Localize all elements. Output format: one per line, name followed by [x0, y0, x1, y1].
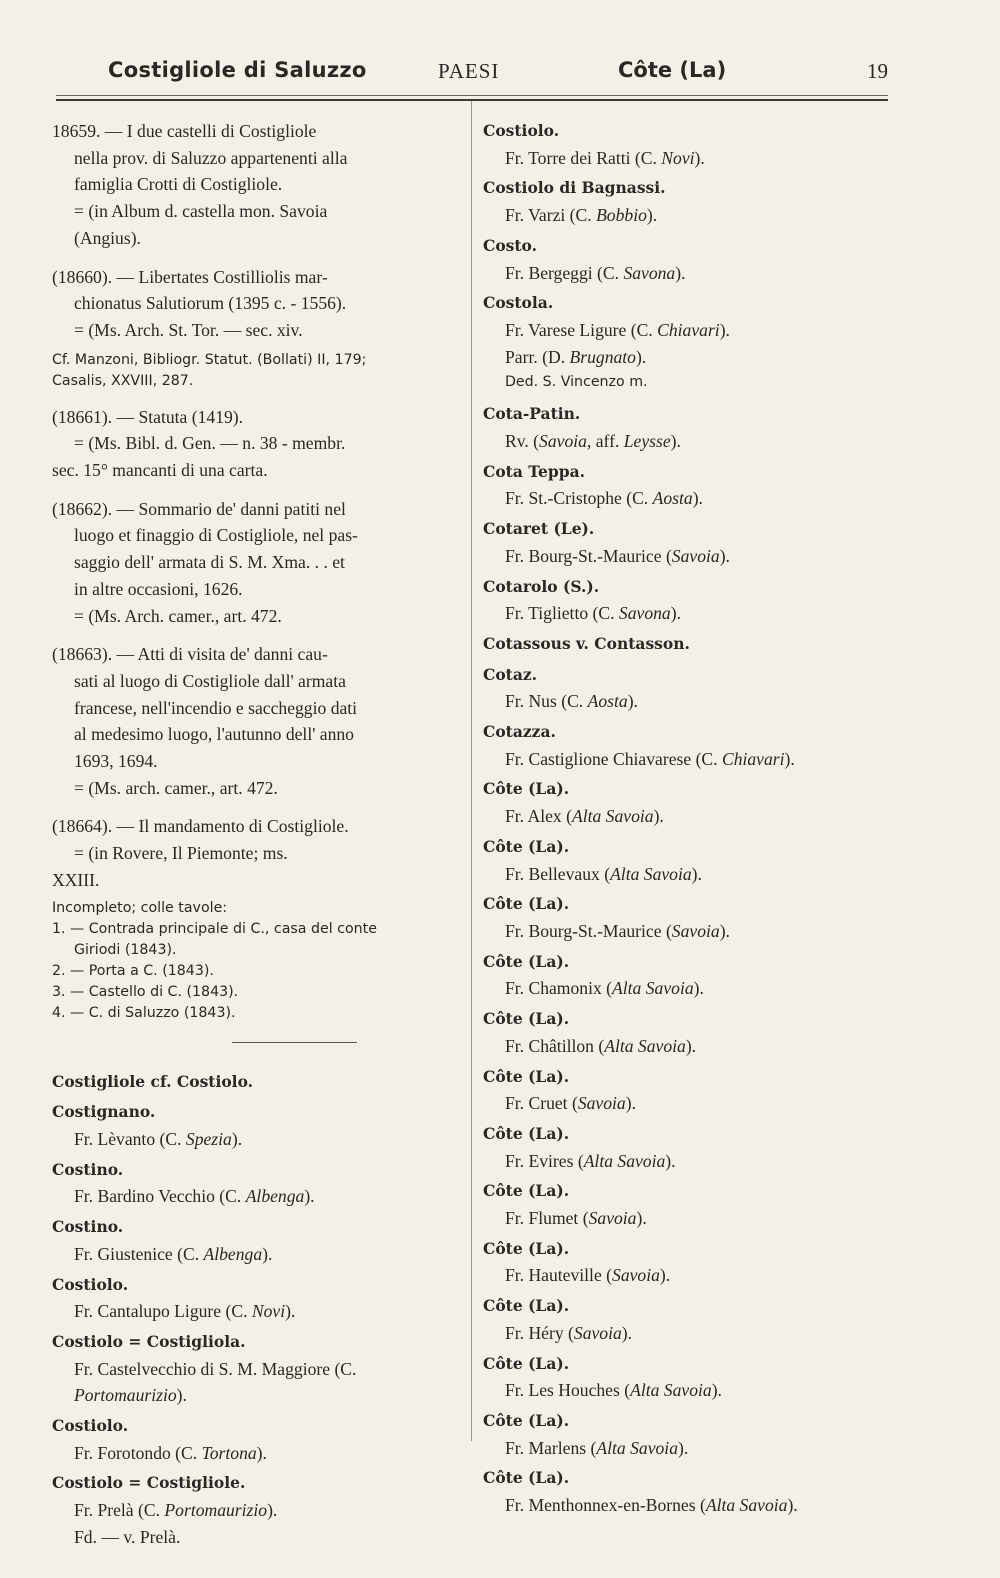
entry-line: (18660). — Libertates Costilliolis mar- [52, 266, 328, 287]
entry-line: = (in Rovere, Il Piemonte; ms. [74, 843, 288, 864]
place-detail [483, 1435, 893, 1462]
place-heading: Costiolo. [52, 1274, 129, 1294]
place-region: Leysse [623, 431, 671, 452]
place-detail [483, 145, 893, 172]
place-detail [483, 1262, 893, 1289]
place-text: ). [685, 1035, 697, 1056]
place-entry [52, 1272, 460, 1325]
place-region: Aosta [652, 488, 693, 509]
running-header [108, 58, 888, 94]
header-left-title: Costigliole di Saluzzo [108, 58, 367, 82]
place-region: Bobbio [596, 205, 647, 226]
header-rule-thin [56, 95, 888, 96]
place-entry [483, 776, 893, 829]
entry-line: famiglia Crotti di Costigliole. [74, 174, 283, 195]
place-heading: Côte (La). [483, 1009, 570, 1029]
place-text: Fr. Tiglietto (C. [505, 603, 619, 624]
entry-line: = (Ms. Arch. St. Tor. — sec. xiv. [74, 319, 303, 340]
place-entry [52, 1329, 460, 1409]
place-detail [483, 1320, 893, 1347]
place-heading: Costiolo. [483, 121, 560, 140]
place-text: ). [719, 319, 730, 340]
place-text: ). [692, 488, 703, 509]
place-text: Fr. Châtillon ( [505, 1035, 605, 1056]
entry-line: 1693, 1694. [74, 751, 158, 772]
place-heading: Côte (La). [483, 1238, 570, 1258]
place-entry [483, 118, 893, 171]
place-text: ). [659, 1265, 671, 1286]
place-detail: Fd. — v. Prelà. [74, 1526, 181, 1547]
place-text: ). [784, 748, 795, 769]
place-entry [52, 1099, 460, 1152]
place-text: Fr. Varese Ligure (C. [505, 319, 658, 340]
place-entry [483, 1006, 893, 1059]
entry-line: (18663). — Atti di visita de' danni cau- [52, 644, 328, 665]
place-detail [52, 1382, 460, 1409]
place-entry [483, 1236, 893, 1289]
place-region: Novi [661, 147, 695, 168]
place-text: ). [675, 262, 686, 283]
place-text: Fr. Cruet ( [505, 1093, 578, 1114]
place-entry [52, 1157, 460, 1210]
page-number: 19 [867, 59, 888, 83]
place-region: Alta Savoia [583, 1150, 666, 1171]
place-text: ). [691, 863, 702, 884]
place-entry [483, 949, 893, 1002]
place-text: Fr. Castiglione Chiavarese (C. [505, 748, 722, 769]
place-detail [52, 1356, 460, 1383]
place-text: ). [636, 1208, 647, 1229]
place-detail [483, 746, 893, 773]
header-section: PAESI [438, 59, 500, 83]
place-heading: Côte (La). [483, 1468, 570, 1488]
section-separator [232, 1042, 357, 1043]
place-region: Savoia [573, 1322, 622, 1343]
place-region: Albenga [245, 1186, 305, 1207]
place-entry [483, 1351, 893, 1404]
entry-line: 18659. — I due castelli di Costigliole [52, 121, 317, 141]
place-text: Fr. Flumet ( [505, 1208, 589, 1229]
place-entry [483, 290, 893, 393]
entry-line: = (Ms. arch. camer., art. 472. [74, 777, 278, 798]
place-text: Fr. Menthonnex-en-Bornes ( [505, 1495, 706, 1516]
place-detail [483, 1205, 893, 1232]
place-heading: Cota-Patin. [483, 404, 581, 424]
place-region: Portomaurizio [164, 1500, 268, 1521]
place-region: Alta Savoia [630, 1380, 712, 1401]
place-detail [483, 543, 893, 570]
place-text: ). [665, 1150, 676, 1171]
place-heading: Costigliole cf. Costiolo. [52, 1071, 254, 1091]
place-entry [483, 662, 893, 715]
place-text: Fr. Cantalupo Ligure (C. [74, 1301, 252, 1322]
place-region: Savoia [577, 1093, 626, 1114]
place-region: Spezia [185, 1128, 232, 1149]
place-entry [483, 1408, 893, 1461]
place-text: Rv. ( [505, 431, 540, 452]
place-heading: Costiolo = Costigliole. [52, 1473, 246, 1493]
place-text: ). [653, 806, 664, 827]
place-detail [483, 1377, 893, 1404]
place-heading: Côte (La). [483, 1296, 570, 1316]
entry-line: (Angius). [74, 227, 141, 248]
place-detail [52, 1241, 460, 1268]
place-region: Savoia, [539, 431, 592, 452]
place-region: Aosta [587, 691, 628, 712]
place-text: ). [711, 1380, 722, 1401]
entry-note: 4. — C. di Saluzzo (1843). [52, 1004, 236, 1021]
place-heading: Côte (La). [483, 1410, 570, 1430]
place-region: Portomaurizio [74, 1385, 177, 1406]
place-entry [483, 175, 893, 228]
entry-line: (18661). — Statuta (1419). [52, 406, 244, 427]
entry-line: = (Ms. Bibl. d. Gen. — n. 38 - membr. [74, 433, 346, 454]
place-region: Alta Savoia [596, 1437, 678, 1458]
entry-18663 [52, 641, 460, 801]
place-entry [483, 1064, 893, 1117]
place-text: Fr. Hauteville ( [505, 1265, 613, 1286]
place-detail [483, 344, 893, 371]
place-region: Savoia [671, 920, 720, 941]
entry-line: francese, nell'incendio e saccheggio dati [74, 697, 358, 718]
place-entry [52, 1413, 460, 1466]
place-detail [483, 1148, 893, 1175]
place-text: ). [670, 603, 681, 624]
place-entry [52, 1470, 460, 1550]
place-heading: Cotazza. [483, 722, 556, 742]
place-region: Alta Savoia [604, 1035, 686, 1056]
place-region: Albenga [203, 1243, 263, 1264]
place-heading: Cotarolo (S.). [483, 576, 600, 596]
place-detail [483, 428, 893, 455]
place-text: Fr. Lèvanto (C. [74, 1128, 186, 1149]
place-detail [483, 1033, 893, 1060]
place-region: Chiavari [657, 319, 720, 340]
entry-note: Casalis, XXVIII, 287. [52, 372, 194, 389]
header-right-title: Côte (La) [618, 58, 727, 82]
place-region: Savoia [671, 545, 720, 566]
place-text: Fr. Bardino Vecchio (C. [74, 1186, 246, 1207]
place-detail [483, 317, 893, 344]
place-detail [483, 1090, 893, 1117]
place-heading: Costola. [483, 293, 554, 313]
entry-line: al medesimo luogo, l'autunno dell' anno [74, 724, 354, 745]
entry-line: nella prov. di Saluzzo appartenenti alla [74, 147, 348, 168]
entry-line: saggio dell' armata di S. M. Xma. . . et [74, 552, 345, 573]
place-region: Brugnato [569, 346, 636, 367]
place-heading: Cotaret (Le). [483, 519, 595, 539]
column-divider [471, 101, 472, 1441]
place-text: ). [621, 1322, 633, 1343]
place-text: Fr. Nus (C. [505, 691, 588, 712]
place-heading: Côte (La). [483, 836, 570, 856]
place-entry [483, 1121, 893, 1174]
entry-line: (18662). — Sommario de' danni patiti nel [52, 498, 346, 519]
entry-note: Incompleto; colle tavole: [52, 899, 228, 916]
place-heading: Cotaz. [483, 664, 538, 684]
entry-line: (18664). — Il mandamento di Costigliole. [52, 816, 349, 837]
place-text: Fr. Marlens ( [505, 1437, 597, 1458]
place-text: Fr. Bourg-St.-Maurice ( [505, 545, 672, 566]
place-text: Fr. Bellevaux ( [505, 863, 611, 884]
place-detail [52, 1298, 460, 1325]
place-text: Fr. Alex ( [505, 806, 572, 827]
place-region: Savoia [612, 1265, 660, 1286]
place-entry [483, 719, 893, 772]
place-text: ). [693, 978, 704, 999]
place-entry [483, 459, 893, 512]
place-heading: Côte (La). [483, 1181, 570, 1201]
entry-note: Giriodi (1843). [74, 941, 177, 958]
place-text: Parr. (D. [505, 346, 570, 367]
place-entry [52, 1214, 460, 1267]
header-rule-thick [56, 99, 888, 101]
place-region: Alta Savoia [612, 978, 694, 999]
place-text: Fr. Les Houches ( [505, 1380, 631, 1401]
place-text: Fr. Varzi (C. [505, 205, 597, 226]
place-detail [483, 260, 893, 287]
entry-line: chionatus Salutiorum (1395 c. - 1556). [74, 293, 347, 314]
place-heading: Côte (La). [483, 779, 570, 799]
place-entry [483, 1465, 893, 1518]
place-detail [483, 485, 893, 512]
place-entry [52, 1069, 460, 1096]
entry-18659 [52, 118, 460, 252]
place-entry [483, 401, 893, 454]
place-text: Fr. Castelvecchio di S. M. Maggiore (C. [74, 1358, 357, 1379]
place-text: ). [719, 545, 730, 566]
place-heading: Costiolo. [52, 1416, 129, 1436]
place-region: Chiavari [721, 748, 785, 769]
place-text: Fr. Prelà (C. [74, 1500, 165, 1521]
place-heading: Côte (La). [483, 894, 570, 914]
place-text: Fr. Giustenice (C. [74, 1243, 204, 1264]
place-text: ). [625, 1093, 636, 1114]
left-column [52, 118, 460, 1555]
place-text: ). [678, 1437, 689, 1458]
place-text: Fr. Héry ( [505, 1322, 574, 1343]
entry-18664 [52, 813, 460, 1023]
place-entry [483, 891, 893, 944]
place-text: ). [262, 1243, 273, 1264]
place-entry [483, 516, 893, 569]
place-text: Fr. Chamonix ( [505, 978, 613, 999]
place-text: ). [176, 1385, 187, 1406]
place-heading: Costino. [52, 1159, 124, 1179]
place-heading: Côte (La). [483, 1123, 570, 1143]
place-entry [483, 1293, 893, 1346]
place-detail [52, 1440, 460, 1467]
place-heading: Costiolo di Bagnassi. [483, 178, 666, 198]
place-text: Fr. Forotondo (C. [74, 1442, 202, 1463]
place-text: ). [285, 1301, 296, 1322]
place-text: ). [256, 1442, 267, 1463]
place-heading: Costignano. [52, 1102, 156, 1122]
place-heading: Costino. [52, 1217, 124, 1237]
place-detail [483, 1492, 893, 1519]
entry-line: sati al luogo di Costigliole dall' armata [74, 670, 346, 691]
place-text: ). [304, 1186, 315, 1207]
place-entry [483, 574, 893, 627]
place-text: aff. [591, 431, 624, 452]
place-region: Tortona [201, 1442, 257, 1463]
entry-18662 [52, 496, 460, 630]
entry-line: sec. 15° mancanti di una carta. [52, 460, 268, 481]
place-heading: Côte (La). [483, 1066, 570, 1086]
place-text: Fr. Torre dei Ratti (C. [505, 147, 662, 168]
place-text: ). [646, 205, 658, 226]
entry-18661 [52, 404, 460, 484]
entry-line: in altre occasioni, 1626. [74, 578, 243, 599]
place-text: ). [267, 1500, 278, 1521]
entry-note: 1. — Contrada principale di C., casa del conte [52, 920, 377, 937]
place-detail [483, 975, 893, 1002]
place-list-left [52, 1069, 460, 1551]
place-heading: Cotassous v. Contasson. [483, 633, 690, 653]
place-text: ). [635, 346, 647, 367]
entry-note: 2. — Porta a C. (1843). [52, 962, 214, 979]
entry-line: = (Ms. Arch. camer., art. 472. [74, 605, 282, 626]
place-text: ). [719, 920, 730, 941]
place-detail [483, 202, 893, 229]
place-text: ). [787, 1495, 798, 1516]
place-region: Alta Savoia [571, 806, 654, 827]
place-region: Savona [618, 603, 671, 624]
place-detail: Ded. S. Vincenzo m. [505, 374, 648, 391]
place-heading: Cota Teppa. [483, 461, 586, 481]
place-detail [52, 1126, 460, 1153]
place-region: Savona [623, 262, 676, 283]
entry-note: 3. — Castello di C. (1843). [52, 983, 239, 1000]
place-detail [483, 861, 893, 888]
place-region: Novi [251, 1301, 286, 1322]
place-entry [483, 1178, 893, 1231]
place-text: ). [670, 431, 681, 452]
place-detail [483, 803, 893, 830]
place-region: Alta Savoia [705, 1495, 788, 1516]
place-heading: Costo. [483, 235, 538, 255]
place-entry [483, 834, 893, 887]
place-entry [483, 233, 893, 286]
place-heading: Côte (La). [483, 1353, 570, 1373]
place-detail [483, 918, 893, 945]
place-detail [52, 1497, 460, 1524]
place-heading: Costiolo = Costigliola. [52, 1331, 246, 1351]
right-column [483, 118, 893, 1523]
place-text: Fr. Bourg-St.-Maurice ( [505, 920, 672, 941]
place-region: Savoia [588, 1208, 637, 1229]
place-text: ). [694, 147, 705, 168]
place-detail [483, 600, 893, 627]
place-text: ). [231, 1128, 243, 1149]
place-text: Fr. Bergeggi (C. [505, 262, 624, 283]
place-heading: Côte (La). [483, 951, 570, 971]
place-text: Fr. Evires ( [505, 1150, 584, 1171]
entry-line: = (in Album d. castella mon. Savoia [74, 201, 328, 222]
place-region: Alta Savoia [610, 863, 692, 884]
place-text: Fr. St.-Cristophe (C. [505, 488, 653, 509]
place-detail [483, 688, 893, 715]
entry-line: XXIII. [52, 869, 100, 890]
entry-note: Cf. Manzoni, Bibliogr. Statut. (Bollati) II, 179; [52, 351, 367, 368]
place-entry [483, 631, 893, 658]
place-detail [52, 1183, 460, 1210]
entry-line: luogo et finaggio di Costigliole, nel pas- [74, 525, 358, 546]
place-text: ). [627, 691, 638, 712]
entry-18660 [52, 264, 460, 392]
